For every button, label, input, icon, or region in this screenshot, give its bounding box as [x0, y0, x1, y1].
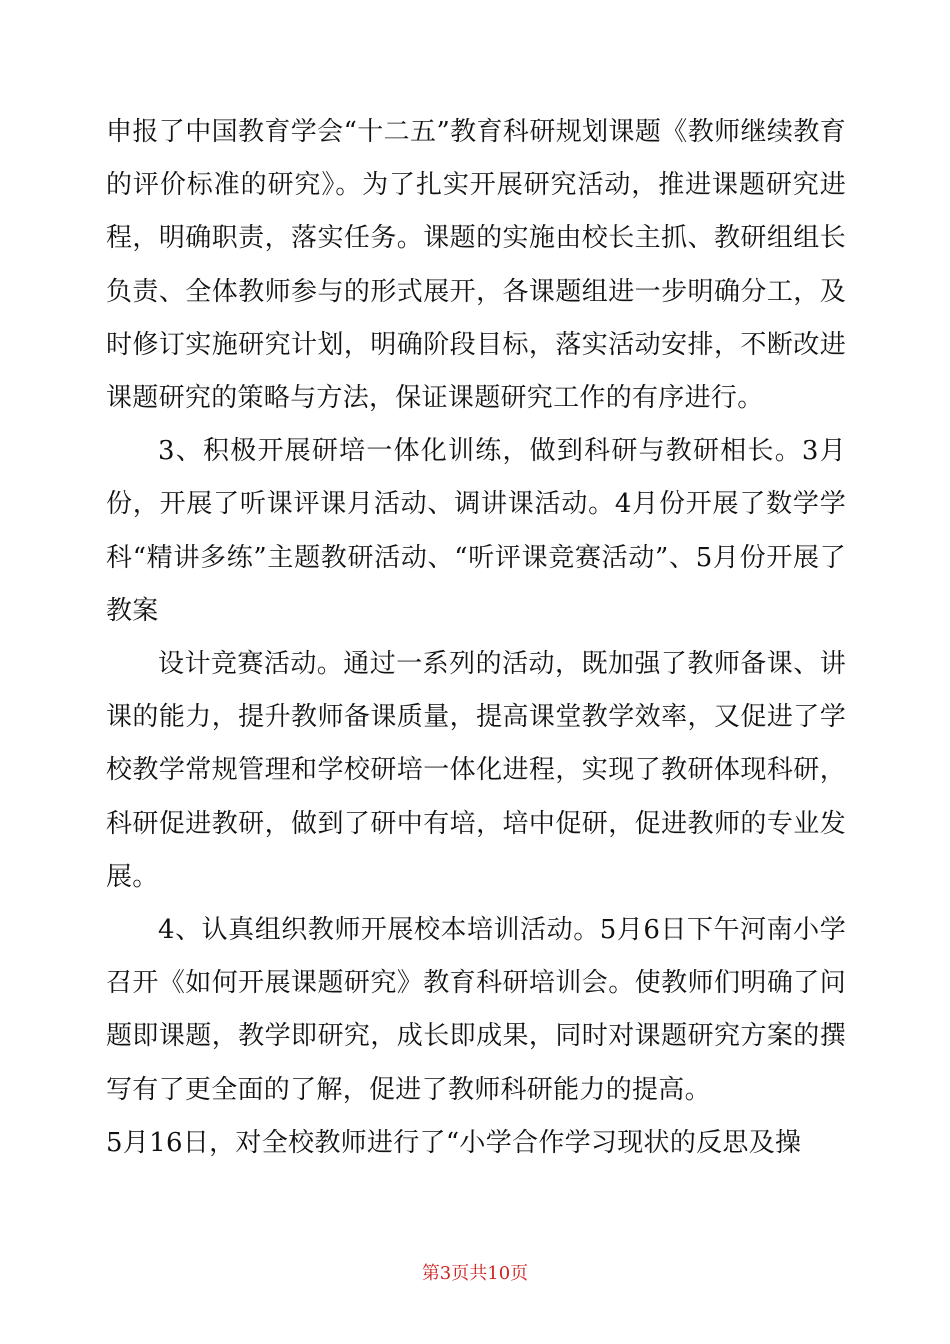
- document-body: [106, 106, 846, 1170]
- paragraph-1: 申报了中国教育学会“十二五”教育科研规划课题《教师继续教育的评价标准的研究》。为了扎实开展研究活动，推进课题研究进程，明确职责，落实任务。课题的实施由校长主抓、教研组组长负责、全体教师参与的形式展开，各课题组进一步明确分工，及时修订实施研究计划，明确阶段目标，落实活动安排，不断改进课题研究的策略与方法，保证课题研究工作的有序进行。: [106, 117, 846, 414]
- paragraph-4: 4、认真组织教师开展校本培训活动。5月6日下午河南小学召开《如何开展课题研究》教育科研培训会。使教师们明确了问题即课题，教学即研究，成长即成果，同时对课题研究方案的撰写有了更全面的了解，促进了教师科研能力的提高。: [106, 915, 846, 1105]
- paragraph-5: 5月16日，对全校教师进行了“小学合作学习现状的反思及操: [106, 1127, 802, 1158]
- paragraph-2: 3、积极开展研培一体化训练，做到科研与教研相长。3月份，开展了听课评课月活动、调讲课活动。4月份开展了数学学科“精讲多练”主题教研活动、“听评课竞赛活动”、5月份开展了教案: [106, 436, 846, 626]
- paragraph-3: 设计竞赛活动。通过一系列的活动，既加强了教师备课、讲课的能力，提升教师备课质量，提高课堂教学效率，又促进了学校教学常规管理和学校研培一体化进程，实现了教研体现科研，科研促进教研，做到了研中有培，培中促研，促进教师的专业发展。: [106, 649, 846, 892]
- page-number-footer: 第3页共10页: [421, 1263, 529, 1284]
